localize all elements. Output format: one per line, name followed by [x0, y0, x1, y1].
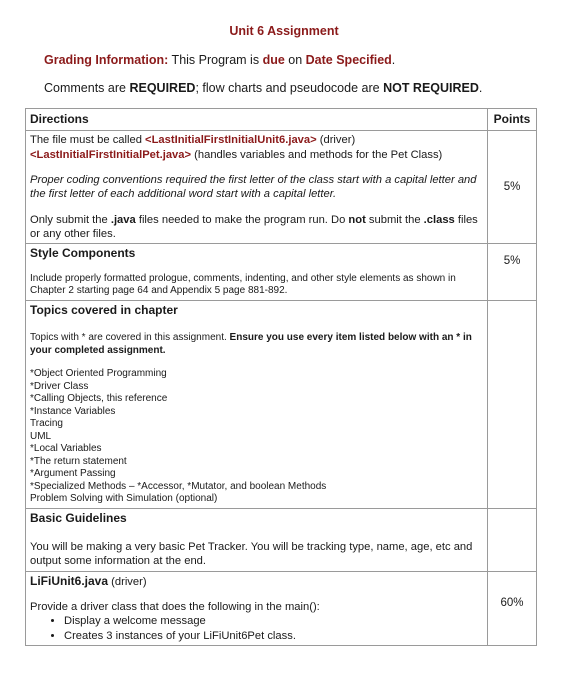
- col-directions: Directions: [26, 109, 488, 131]
- list-item: *The return statement: [30, 455, 127, 467]
- driver-file-suffix: (driver): [316, 134, 356, 147]
- grading-text-end: .: [391, 53, 396, 67]
- submit-java: .java: [110, 213, 136, 226]
- style-heading: Style Components: [30, 246, 136, 261]
- style-text: Include properly formatted prologue, comments, indenting, and other style elements as shown in Chapter 2 starting page 64 and Appendix 5 page 881-892.: [30, 272, 456, 297]
- style-points: 5%: [488, 244, 537, 300]
- basic-text: You will be making a very basic Pet Tracker. You will be tracking type, name, age, etc and output some information at the end.: [30, 540, 473, 568]
- list-item: *Argument Passing: [30, 468, 116, 480]
- grading-text: This Program is: [168, 53, 263, 67]
- comments-text-mid: ; flow charts and pseudocode are: [195, 81, 384, 95]
- submit-end: files or any other files.: [30, 213, 478, 240]
- submit-mid: files needed to make the program run. Do: [135, 213, 349, 226]
- coding-conventions: Proper coding conventions required the first letter of the class start with a capital letter and the first letter of each additional word start with a capital letter.: [30, 174, 477, 201]
- topics-cell: [26, 300, 488, 508]
- list-item: *Object Oriented Programming: [30, 368, 167, 380]
- submit-not: not: [348, 213, 366, 226]
- comments-not-required: NOT REQUIRED: [383, 81, 479, 95]
- row-topics: [26, 300, 537, 508]
- driver-points: 60%: [488, 571, 537, 645]
- style-cell: [26, 244, 488, 300]
- row-driver: [26, 571, 537, 645]
- submit-mid2: submit the: [365, 213, 424, 226]
- topics-intro-pre: Topics with * are covered in this assignment.: [30, 332, 230, 344]
- assignment-table: [25, 108, 537, 646]
- list-item: *Specialized Methods – *Accessor, *Mutator, and boolean Methods: [30, 480, 327, 492]
- row-style: [26, 244, 537, 300]
- file-names: [30, 133, 483, 162]
- list-item: • Creates 3 instances of your LiFiUnit6Pet class.: [64, 629, 483, 643]
- grading-label: Grading Information:: [44, 53, 169, 67]
- driver-bullets: [30, 614, 483, 643]
- driver-cell: [26, 571, 488, 645]
- pet-file-name: <LastInitialFirstInitialPet.java>: [30, 148, 192, 161]
- topics-points: [488, 300, 537, 508]
- directions-points: 5%: [488, 131, 537, 244]
- topics-intro-bold: Ensure you use every item listed below with an * in your completed assignment.: [30, 332, 472, 356]
- list-item: *Instance Variables: [30, 405, 116, 417]
- list-item: *Calling Objects, this reference: [30, 393, 168, 405]
- basic-points: [488, 508, 537, 571]
- list-item: • Display a welcome message: [64, 614, 483, 628]
- topics-heading: Topics covered in chapter: [30, 302, 178, 317]
- table-header-row: [26, 109, 537, 131]
- list-item: *Driver Class: [30, 380, 89, 392]
- topics-list: [30, 368, 483, 506]
- file-pre: The file must be called: [30, 134, 146, 147]
- comments-text: Comments are: [44, 81, 130, 95]
- submit-class: .class: [423, 213, 455, 226]
- driver-heading-suffix: (driver): [108, 575, 147, 588]
- topics-intro: [30, 332, 483, 357]
- list-item: *Local Variables: [30, 443, 102, 455]
- pet-file-suffix: (handles variables and methods for the Pet Class): [191, 148, 443, 161]
- row-directions: [26, 131, 537, 244]
- list-item: UML: [30, 430, 52, 442]
- submit-instructions: [30, 213, 483, 242]
- driver-file-name: <LastInitialFirstInitialUnit6.java>: [145, 134, 317, 147]
- submit-pre: Only submit the: [30, 213, 111, 226]
- row-basic: [26, 508, 537, 571]
- grading-due: due: [262, 53, 285, 67]
- grading-info: [44, 53, 395, 67]
- basic-cell: [26, 508, 488, 571]
- basic-heading: Basic Guidelines: [30, 510, 127, 525]
- comments-text-end: .: [478, 81, 483, 95]
- comments-info: [44, 81, 482, 95]
- document-title: Unit 6 Assignment: [229, 24, 339, 38]
- driver-heading: [30, 574, 483, 589]
- grading-date: Date Specified: [305, 53, 392, 67]
- directions-cell: [26, 131, 488, 244]
- driver-heading-name: LiFiUnit6.java: [30, 573, 109, 588]
- col-points: Points: [488, 109, 537, 131]
- list-item: Tracing: [30, 418, 63, 430]
- driver-intro: Provide a driver class that does the following in the main():: [30, 600, 320, 613]
- list-item: Problem Solving with Simulation (optional): [30, 493, 218, 505]
- comments-required: REQUIRED: [129, 81, 196, 95]
- grading-text-mid: on: [284, 53, 306, 67]
